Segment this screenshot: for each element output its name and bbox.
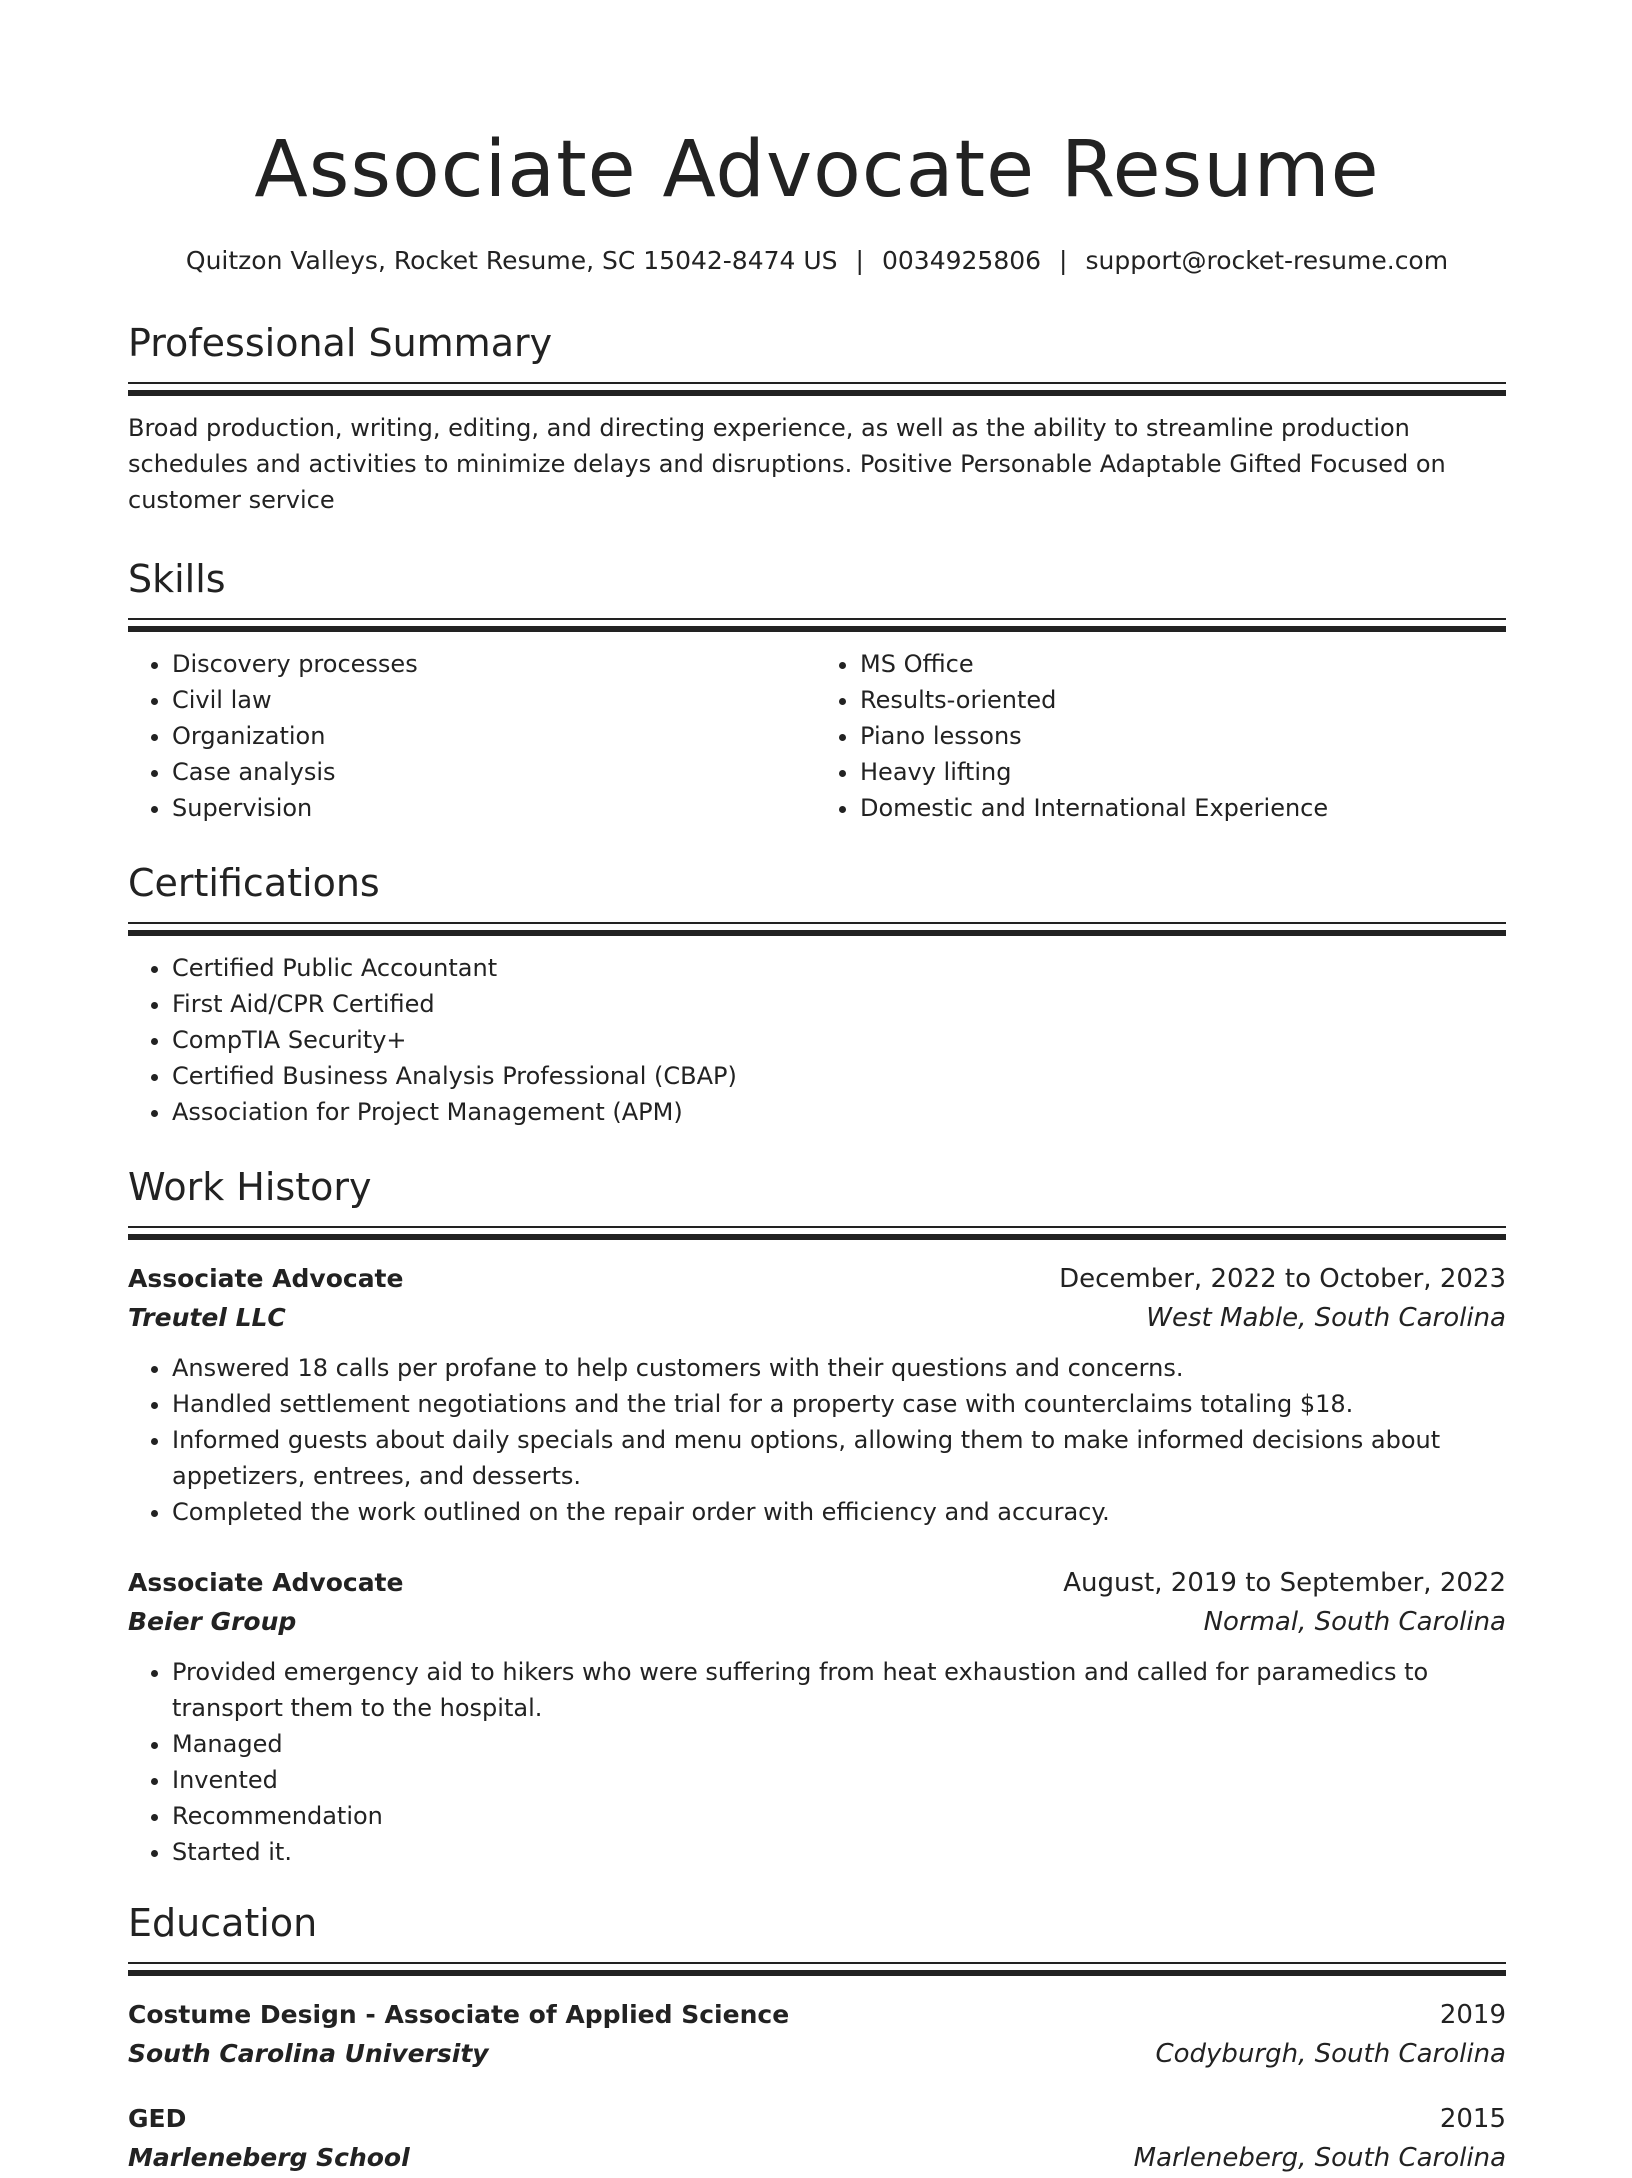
skill-item: • Heavy lifting [860, 754, 1506, 790]
contact-line [128, 246, 1506, 276]
education-entry [128, 1996, 1506, 2074]
education-school: Marleneberg School [128, 2143, 410, 2172]
education-location: Codyburgh, South Carolina [1155, 2039, 1506, 2069]
job-bullet: • Managed [172, 1726, 1506, 1762]
summary-text: Broad production, writing, editing, and directing experience, as well as the ability to streamline production schedules and activities to minimize delays and disruptions. Positive Personable Adaptable Gifted Focused on customer service [128, 414, 1446, 514]
job-location: West Mable, South Carolina [1146, 1303, 1506, 1333]
certification-item: • CompTIA Security+ [172, 1022, 1506, 1058]
work-history-section [128, 1164, 1506, 1870]
job-company: Beier Group [128, 1607, 297, 1636]
skill-item: • Domestic and International Experience [860, 790, 1506, 826]
skills-columns [128, 632, 1506, 826]
education-degree: Costume Design - Associate of Applied Science [128, 2000, 790, 2029]
job-subheader [128, 1298, 1506, 1338]
job-bullet: • Handled settlement negotiations and the trial for a property case with counterclaims totaling $18. [172, 1386, 1506, 1422]
skill-item: • Case analysis [172, 754, 818, 790]
skills-list-left [128, 646, 818, 826]
job-bullet: • Invented [172, 1762, 1506, 1798]
section-title-education: Education [128, 1901, 318, 1945]
skills-list-right [816, 646, 1506, 826]
job-bullet: • Completed the work outlined on the repair order with efficiency and accuracy. [172, 1494, 1506, 1530]
job-subheader [128, 1602, 1506, 1642]
skills-section [128, 556, 1506, 826]
section-divider [128, 1962, 1506, 1976]
skill-item: • Piano lessons [860, 718, 1506, 754]
education-section [128, 1900, 1506, 2178]
job-role: Associate Advocate [128, 1264, 404, 1293]
contact-email: support@rocket-resume.com [1085, 246, 1449, 275]
job-dates: December, 2022 to October, 2023 [1059, 1264, 1506, 1294]
section-divider [128, 618, 1506, 632]
summary-section [128, 320, 1506, 518]
job-company: Treutel LLC [128, 1303, 286, 1332]
section-divider [128, 382, 1506, 396]
section-title-summary: Professional Summary [128, 321, 553, 365]
section-title-work-history: Work History [128, 1165, 372, 1209]
job-entry [128, 1260, 1506, 1530]
education-school: South Carolina University [128, 2039, 489, 2068]
section-divider [128, 1226, 1506, 1240]
education-header [128, 1996, 1506, 2034]
education-year: 2015 [1439, 2104, 1506, 2134]
skill-item: • Results-oriented [860, 682, 1506, 718]
job-bullet: • Informed guests about daily specials and menu options, allowing them to make informed decisions about appetizers, entrees, and desserts. [172, 1422, 1506, 1494]
skill-item: • Supervision [172, 790, 818, 826]
education-header [128, 2100, 1506, 2138]
education-subheader [128, 2034, 1506, 2074]
education-degree: GED [128, 2104, 187, 2133]
contact-separator: | [855, 246, 864, 275]
contact-separator: | [1059, 246, 1068, 275]
job-role: Associate Advocate [128, 1568, 404, 1597]
certification-item: • Certified Public Accountant [172, 950, 1506, 986]
contact-address: Quitzon Valleys, Rocket Resume, SC 15042-8474 US [185, 246, 838, 275]
job-entry [128, 1564, 1506, 1870]
job-bullets [128, 1654, 1506, 1870]
certifications-list [128, 950, 1506, 1130]
resume-page [128, 118, 1506, 2178]
resume-title: Associate Advocate Resume [254, 125, 1380, 215]
skill-item: • Civil law [172, 682, 818, 718]
skill-item: • Discovery processes [172, 646, 818, 682]
job-bullets [128, 1350, 1506, 1530]
section-title-skills: Skills [128, 557, 226, 601]
education-subheader [128, 2138, 1506, 2178]
certification-item: • Association for Project Management (APM) [172, 1094, 1506, 1130]
education-location: Marleneberg, South Carolina [1133, 2143, 1506, 2173]
job-bullet: • Recommendation [172, 1798, 1506, 1834]
section-title-certifications: Certifications [128, 861, 380, 905]
section-divider [128, 922, 1506, 936]
job-bullet: • Started it. [172, 1834, 1506, 1870]
skill-item: • MS Office [860, 646, 1506, 682]
certifications-section [128, 860, 1506, 1130]
job-header [128, 1260, 1506, 1298]
contact-phone: 0034925806 [881, 246, 1042, 275]
job-dates: August, 2019 to September, 2022 [1063, 1568, 1506, 1598]
skill-item: • Organization [172, 718, 818, 754]
certification-item: • Certified Business Analysis Professional (CBAP) [172, 1058, 1506, 1094]
job-location: Normal, South Carolina [1203, 1607, 1506, 1637]
certification-item: • First Aid/CPR Certified [172, 986, 1506, 1022]
job-header [128, 1564, 1506, 1602]
education-year: 2019 [1439, 2000, 1506, 2030]
job-bullet: • Provided emergency aid to hikers who were suffering from heat exhaustion and called for paramedics to transport them to the hospital. [172, 1654, 1506, 1726]
job-bullet: • Answered 18 calls per profane to help customers with their questions and concerns. [172, 1350, 1506, 1386]
